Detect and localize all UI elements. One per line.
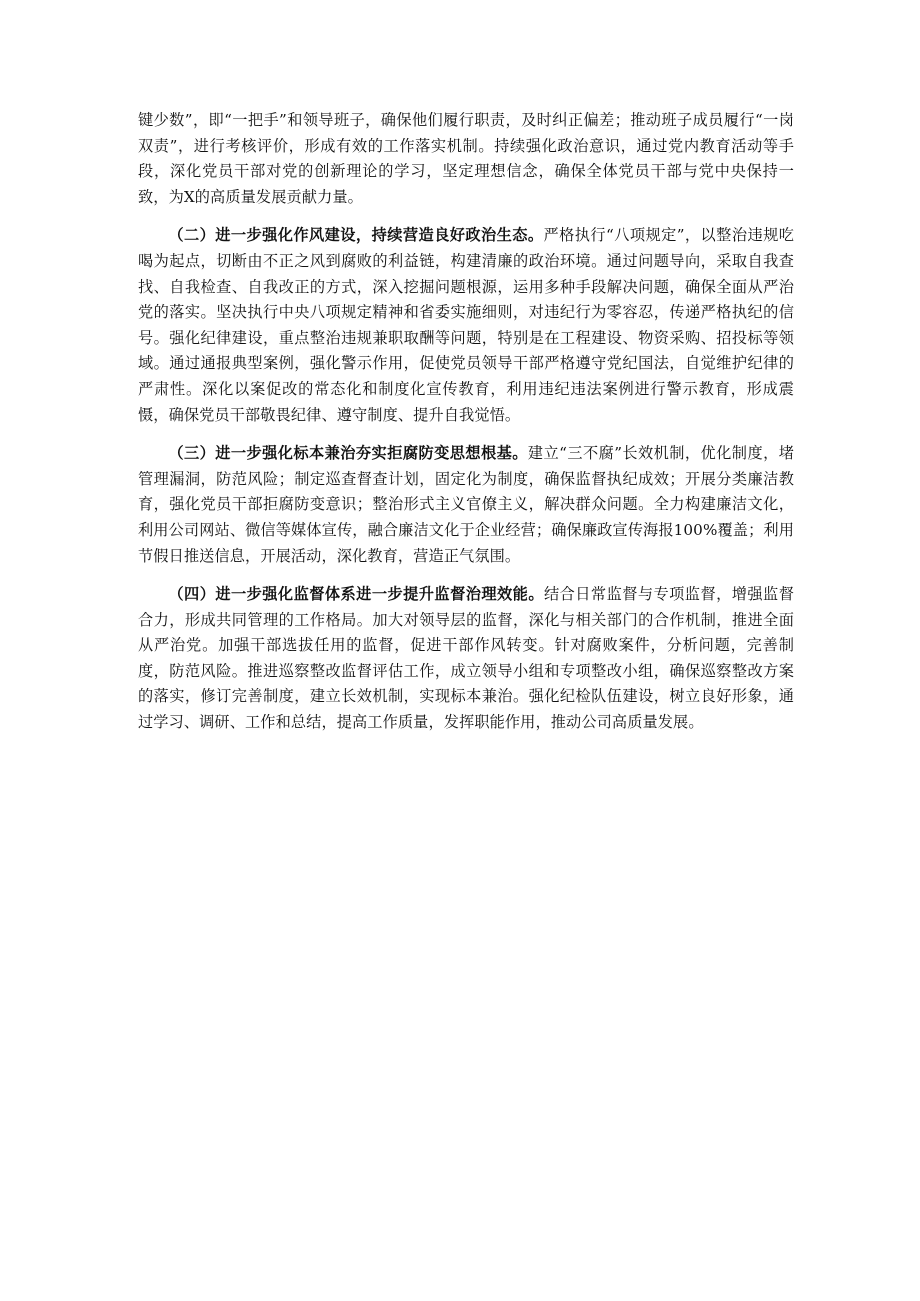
paragraph-body: 建立“三不腐”长效机制，优化制度，堵管理漏洞，防范风险；制定巡查督查计划，固定化为制度，确保监督执纪成效；开展分类廉洁教育，强化党员干部拒腐防变意识；整治形式主义官僚主义，解决群众问题。全力构建廉洁文化，利用公司网站、微信等媒体宣传，融合廉洁文化于企业经营；确保廉政宣传海报100%覆盖；利用节假日推送信息，开展活动，深化教育，营造正气氛围。 (138, 444, 794, 565)
paragraph-body: 键少数”，即“一把手”和领导班子，确保他们履行职责，及时纠正偏差；推动班子成员履行“一岗双责”，进行考核评价，形成有效的工作落实机制。持续强化政治意识，通过党内教育活动等手段，深化党员干部对党的创新理论的学习，坚定理想信念，确保全体党员干部与党中央保持一致，为X的高质量发展贡献力量。 (138, 111, 794, 206)
paragraph-continuation (138, 108, 794, 210)
paragraph-body: 结合日常监督与专项监督，增强监督合力，形成共同管理的工作格局。加大对领导层的监督，深化与相关部门的合作机制，推进全面从严治党。加强干部选拔任用的监督，促进干部作风转变。针对腐败案件，分析问题，完善制度，防范风险。推进巡察整改监督评估工作，成立领导小组和专项整改小组，确保巡察整改方案的落实，修订完善制度，建立长效机制，实现标本兼治。强化纪检队伍建设，树立良好形象，通过学习、调研、工作和总结，提高工作质量，发挥职能作用，推动公司高质量发展。 (138, 585, 794, 732)
document-body (138, 108, 794, 749)
paragraph-body: 严格执行“八项规定”，以整治违规吃喝为起点，切断由不正之风到腐败的利益链，构建清廉的政治环境。通过问题导向，采取自我查找、自我检查、自我改正的方式，深入挖掘问题根源，运用多种手段解决问题，确保全面从严治党的落实。坚决执行中央八项规定精神和省委实施细则，对违纪行为零容忍，传递严格执纪的信号。强化纪律建设，重点整治违规兼职取酬等问题，特别是在工程建设、物资采购、招投标等领域。通过通报典型案例，强化警示作用，促使党员领导干部严格遵守党纪国法，自觉维护纪律的严肃性。深化以案促改的常态化和制度化宣传教育，利用违纪违法案例进行警示教育，形成震慑，确保党员干部敬畏纪律、遵守制度、提升自我觉悟。 (138, 226, 794, 424)
section-heading: （二）进一步强化作风建设，持续营造良好政治生态。 (168, 226, 544, 245)
paragraph-section-4 (138, 582, 794, 736)
paragraph-section-3 (138, 441, 794, 569)
section-heading: （三）进一步强化标本兼治夯实拒腐防变思想根基。 (168, 444, 528, 463)
section-heading: （四）进一步强化监督体系进一步提升监督治理效能。 (168, 585, 544, 604)
paragraph-section-2 (138, 223, 794, 428)
